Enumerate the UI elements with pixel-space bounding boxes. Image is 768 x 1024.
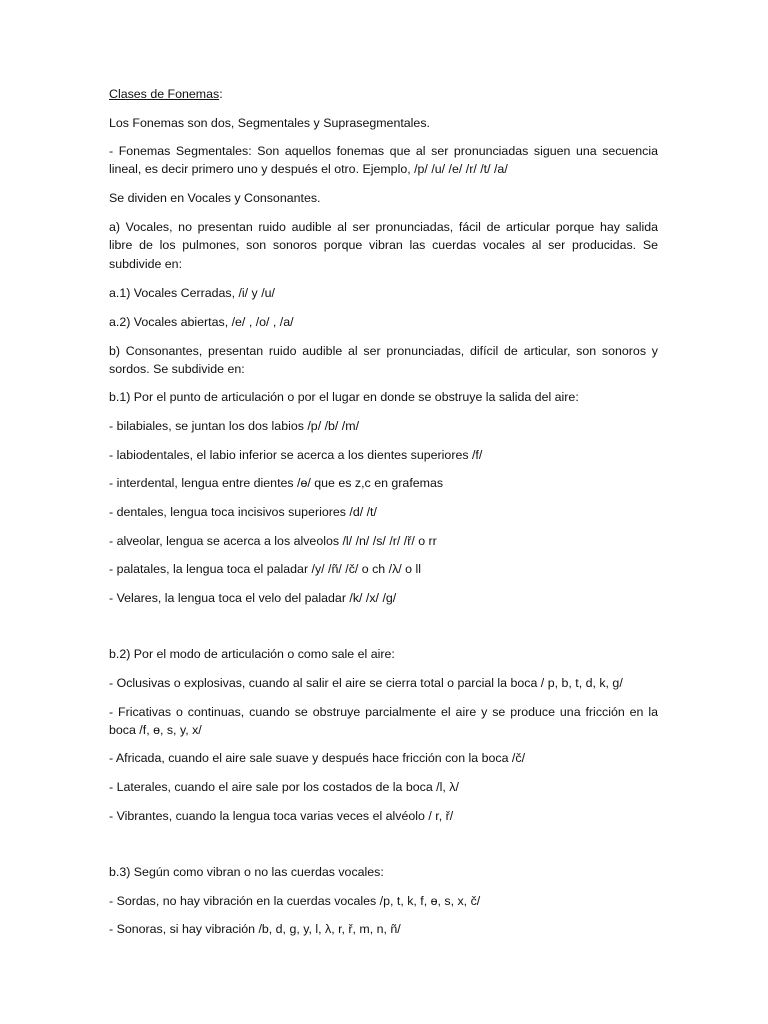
b2-fricativas-line-2: boca /f, ɵ, s, y, x/ [109,723,202,737]
b1-item-velares: - Velares, la lengua toca el velo del paladar /k/ /x/ /g/ [109,591,397,605]
intro-paragraph: Los Fonemas son dos, Segmentales y Suprasegmentales. [109,116,430,130]
consonantes-line-1: b) Consonantes, presentan ruido audible al ser pronunciadas, difícil de articular, son sonoros y [109,344,658,358]
vocales-line-2: libre de los pulmones, son sonoros porque vibran las cuerdas vocales al ser producidas. Se [109,238,658,252]
title-colon: : [219,87,223,101]
b3-heading: b.3) Según como vibran o no las cuerdas vocales: [109,865,384,879]
b1-item-palatales: - palatales, la lengua toca el paladar /y/ /ñ/ /č/ o ch /λ/ o ll [109,562,422,576]
consonantes-line-2: sordos. Se subdivide en: [109,362,245,376]
b3-sonoras: - Sonoras, si hay vibración /b, d, g, y, l, λ, r, ř, m, n, ñ/ [109,922,401,936]
b2-oclusivas: - Oclusivas o explosivas, cuando al salir el aire se cierra total o parcial la boca / p, b, t, d, k, g/ [109,676,623,690]
b1-item-interdental: - interdental, lengua entre dientes /ɵ/ que es z,c en grafemas [109,476,444,490]
b1-item-labiodentales: - labiodentales, el labio inferior se acerca a los dientes superiores /f/ [109,448,483,462]
b1-item-alveolar: - alveolar, lengua se acerca a los alveolos /l/ /n/ /s/ /r/ /ř/ o rr [109,534,437,548]
b2-heading: b.2) Por el modo de articulación o como sale el aire: [109,647,395,661]
b2-vibrantes: - Vibrantes, cuando la lengua toca varias veces el alvéolo / r, ř/ [109,809,454,823]
b1-heading: b.1) Por el punto de articulación o por el lugar en donde se obstruye la salida del aire: [109,390,579,404]
document-title-line [109,85,658,104]
b2-fricativas-line-1: - Fricativas o continuas, cuando se obstruye parcialmente el aire y se produce una fricción en la [109,705,658,719]
b2-africada: - Africada, cuando el aire sale suave y después hace fricción con la boca /č/ [109,751,526,765]
b1-item-dentales: - dentales, lengua toca incisivos superiores /d/ /t/ [109,505,377,519]
segmentales-line-2: lineal, es decir primero uno y después el otro. Ejemplo, /p/ /u/ /e/ /r/ /t/ /a/ [109,162,508,176]
b3-sordas: - Sordas, no hay vibración en la cuerdas vocales /p, t, k, f, ɵ, s, x, č/ [109,894,481,908]
b2-laterales: - Laterales, cuando el aire sale por los costados de la boca /l, λ/ [109,780,459,794]
dividen-paragraph: Se dividen en Vocales y Consonantes. [109,191,321,205]
document-title: Clases de Fonemas [109,87,220,101]
vocales-abiertas: a.2) Vocales abiertas, /e/ , /o/ , /a/ [109,315,294,329]
vocales-cerradas: a.1) Vocales Cerradas, /i/ y /u/ [109,286,275,300]
vocales-line-1: a) Vocales, no presentan ruido audible al ser pronunciadas, fácil de articular porque hay salida [109,220,658,234]
b1-item-bilabiales: - bilabiales, se juntan los dos labios /p/ /b/ /m/ [109,419,360,433]
segmentales-line-1: - Fonemas Segmentales: Son aquellos fonemas que al ser pronunciadas siguen una secuencia [109,144,658,158]
vocales-line-3: subdivide en: [109,257,183,271]
